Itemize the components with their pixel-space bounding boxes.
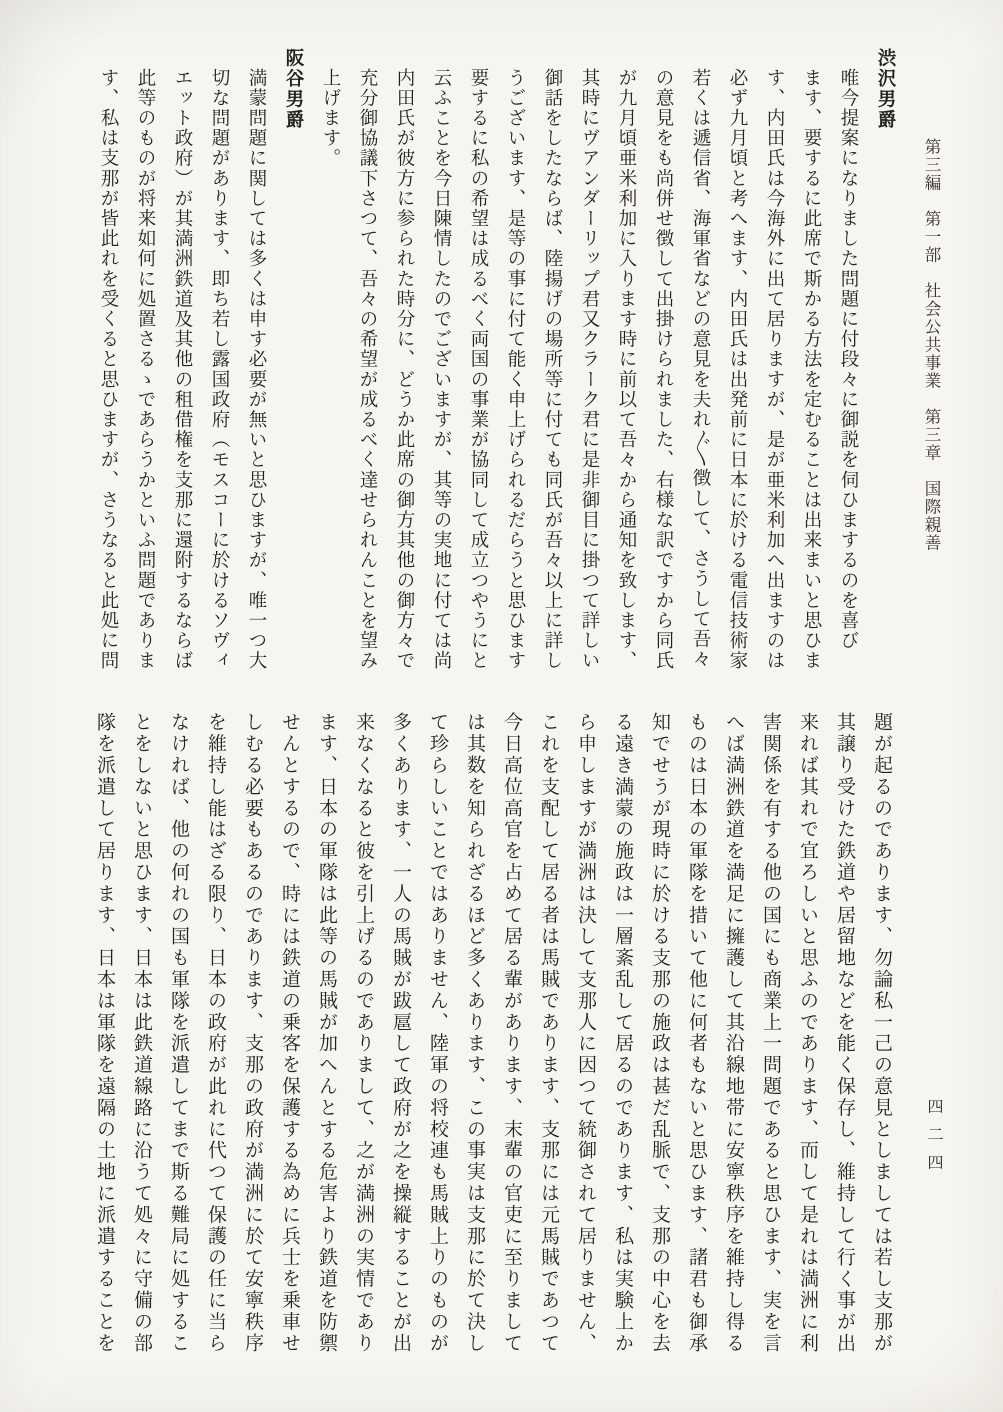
text-column: 内田氏が彼方に参られた時分に、どうか此席の御方其他の御方々で bbox=[394, 68, 414, 671]
text-column: なければ、他の何れの国も軍隊を派遣してまで斯る難局に処するこ bbox=[168, 712, 189, 1354]
text-column: ら申しますが満洲は決して支那人に因つて統御されて居りません、 bbox=[575, 712, 596, 1354]
text-column: ます、日本の軍隊は此等の馬賊が加へんとする危害より鉄道を防禦 bbox=[316, 712, 337, 1354]
text-column: 要するに私の希望は成るべく両国の事業が協同して成立つやうにと bbox=[468, 68, 488, 671]
text-column: 其譲り受けた鉄道や居留地などを能く保存し、維持して行く事が出 bbox=[834, 712, 855, 1354]
text-column: 若くは遞信省、海軍省などの意見を夫れ〴〵徴して、さうして吾々 bbox=[690, 68, 710, 670]
text-column: 満蒙問題に関しては多くは申す必要が無いと思ひますが、唯一つ大 bbox=[246, 68, 266, 671]
text-column: 来なくなると彼を引上げるのでありまして、之が満洲の実情であり bbox=[353, 712, 374, 1354]
text-column: 来れば其れで宜ろしいと思ふのであります、而して是れは満洲に利 bbox=[797, 712, 818, 1354]
text-column: うございます、是等の事に付て能く申上げられるだらうと思ひます bbox=[505, 68, 525, 671]
bottom-text-block bbox=[86, 712, 900, 1380]
top-text-block bbox=[89, 48, 903, 676]
text-column: 云ふことを今日陳情したのでございますが、其等の実地に付ては尚 bbox=[431, 68, 451, 671]
text-column: 切な問題があります、即ち若し露国政府（モスコーに於けるソヴィ bbox=[209, 68, 229, 671]
text-column: これを支配して居る者は馬賊であります、支那には元馬賊であつて bbox=[538, 712, 559, 1354]
page-number: 四二四 bbox=[925, 1098, 942, 1182]
text-column: の意見をも尚併せ徴して出掛けられました、右様な訳ですから同氏 bbox=[653, 68, 673, 671]
text-column: が九月頃亜米利加に入ります時に前以て吾々から通知を致します、 bbox=[616, 68, 636, 671]
text-column: 此等のものが将来如何に処置さるゝであらうかといふ問題でありま bbox=[135, 68, 155, 671]
text-column: 今日高位高官を占めて居る輩があります、末輩の官吏に至りまして bbox=[501, 712, 522, 1354]
text-column: せんとするので、時には鉄道の乗客を保護する為めに兵士を乗車せ bbox=[279, 712, 300, 1354]
speaker-name: 渋沢男爵 bbox=[875, 48, 895, 130]
text-column: とをしないと思ひます、日本は此鉄道線路に沿うて処々に守備の部 bbox=[131, 712, 152, 1354]
text-column: を維持し能はざる限り、日本の政府が此れに代つて保護の任に当ら bbox=[205, 712, 226, 1354]
speaker-name: 阪谷男爵 bbox=[283, 48, 303, 130]
text-column: て珍らしいことではありません、陸軍の将校連も馬賊上りのものが bbox=[427, 712, 448, 1354]
text-column: る遠き満蒙の施政は一層紊乱して居るのであります、私は実験上か bbox=[612, 712, 633, 1354]
text-column: 題が起るのであります、勿論私一己の意見としましては若し支那が bbox=[871, 712, 892, 1354]
text-column: 隊を派遣して居ります、日本は軍隊を遠隔の土地に派遣することを bbox=[94, 712, 115, 1354]
text-column: ものは日本の軍隊を措いて他に何者もないと思ひます、諸君も御承 bbox=[686, 712, 707, 1354]
text-column: す、内田氏は今海外に出て居りますが、是が亜米利加へ出ますのは bbox=[764, 68, 784, 671]
text-column: 上げます。 bbox=[320, 68, 340, 169]
text-column: ます、要するに此席で斯かる方法を定むることは出来まいと思ひま bbox=[801, 68, 821, 671]
text-column: す、私は支那が皆此れを受くると思ひますが、さうなると此処に問 bbox=[98, 68, 118, 671]
text-column: 知でせうが現時に於ける支那の施政は甚だ乱脈で、支那の中心を去 bbox=[649, 712, 670, 1354]
text-column: しむる必要もあるのであります、支那の政府が満洲に於て安寧秩序 bbox=[242, 712, 263, 1354]
text-column: 御話をしたならば、陸揚げの場所等に付ても同氏が吾々以上に詳し bbox=[542, 68, 562, 671]
text-column: 必ず九月頃と考へます、内田氏は出発前に日本に於ける電信技術家 bbox=[727, 68, 747, 671]
text-column: 害関係を有する他の国にも商業上一問題であると思ひます、実を言 bbox=[760, 712, 781, 1354]
text-column: 其時にヴアンダーリップ君又クラーク君に是非御目に掛つて詳しい bbox=[579, 68, 599, 671]
text-column: 多くあります、一人の馬賊が跋扈して政府が之を操縦することが出 bbox=[390, 712, 411, 1354]
text-column: エット政府）が其満洲鉄道及其他の租借権を支那に還附するならば bbox=[172, 68, 192, 671]
text-column: 充分御協議下さつて、吾々の希望が成るべく達せられんことを望み bbox=[357, 68, 377, 671]
text-column: 唯今提案になりました問題に付段々に御説を伺ひまするのを喜び bbox=[838, 68, 858, 651]
running-head: 第三編 第一部 社会公共事業 第三章 国際親善 bbox=[922, 138, 941, 552]
text-column: へば満洲鉄道を満足に擁護して其沿線地帯に安寧秩序を維持し得る bbox=[723, 712, 744, 1354]
text-column: は其数を知られざるほど多くあります、この事実は支那に於て決し bbox=[464, 712, 485, 1354]
